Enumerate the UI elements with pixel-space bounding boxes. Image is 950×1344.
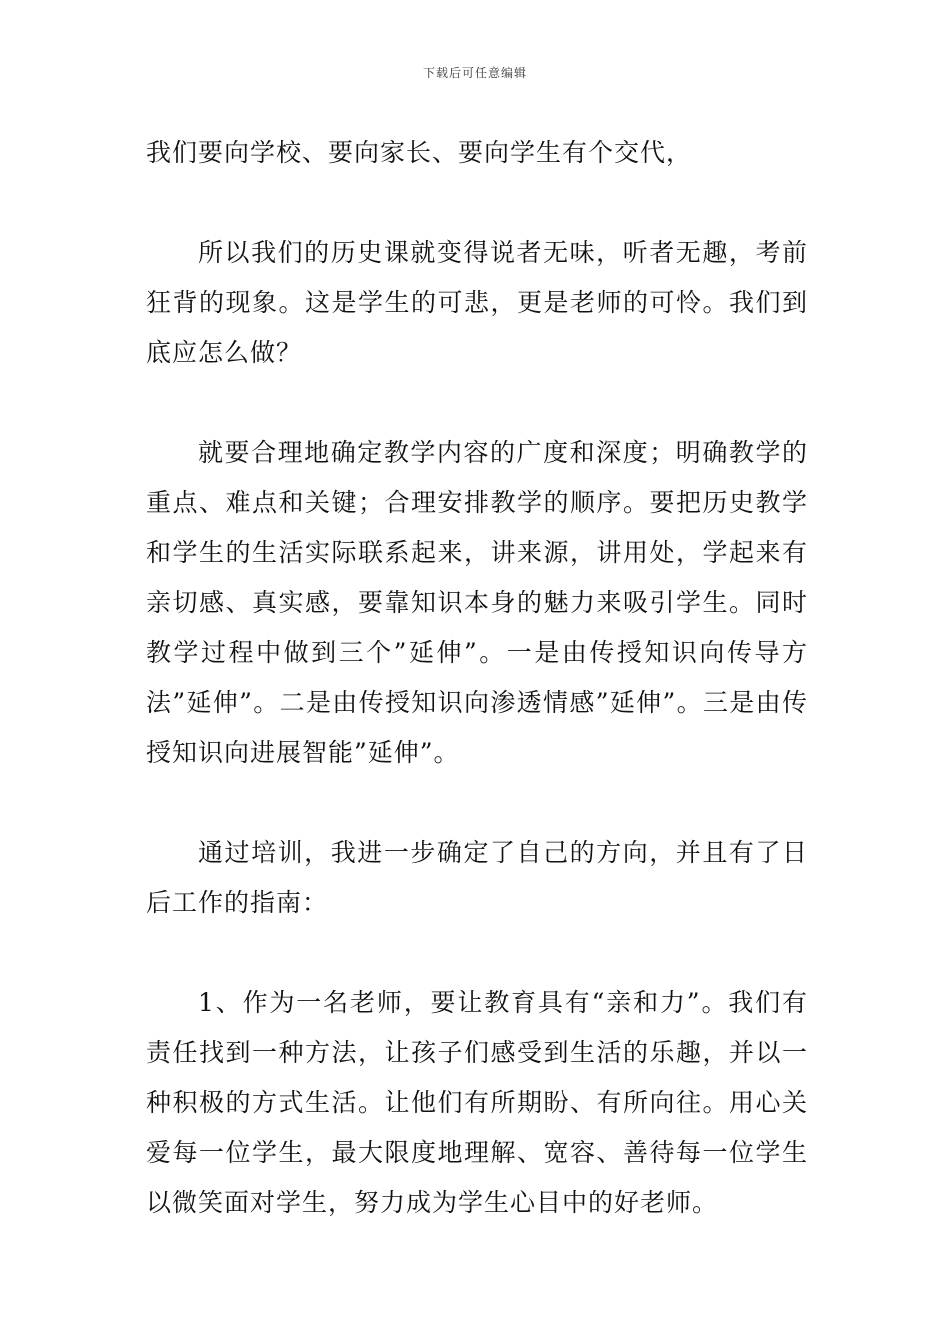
paragraph-gap (146, 378, 808, 428)
paragraph-2: 所以我们的历史课就变得说者无味，听者无趣，考前狂背的现象。这是学生的可悲，更是老师的可怜。我们到底应怎么做？ (146, 238, 808, 367)
paragraph-1: 我们要向学校、要向家长、要向学生有个交代， (146, 138, 693, 167)
paragraph-gap (146, 178, 808, 228)
paragraph-5: 1、作为一名老师，要让教育具有“亲和力”。我们有责任找到一种方法，让孩子们感受到生活的乐趣，并以一种积极的方式生活。让他们有所期盼、有所向往。用心关爱每一位学生，最大限度地理解、宽容、善待每一位学生以微笑面对学生，努力成为学生心目中的好老师。 (146, 988, 808, 1217)
document-body (146, 128, 808, 1228)
paragraph-gap (146, 778, 808, 828)
paragraph-gap (146, 928, 808, 978)
paragraph-3: 就要合理地确定教学内容的广度和深度；明确教学的重点、难点和关键；合理安排教学的顺序。要把历史教学和学生的生活实际联系起来，讲来源，讲用处，学起来有亲切感、真实感，要靠知识本身的魅力来吸引学生。同时教学过程中做到三个”延伸”。一是由传授知识向传导方法”延伸”。二是由传授知识向渗透情感”延伸”。三是由传授知识向进展智能”延伸”。 (146, 438, 808, 767)
page-header: 下载后可任意编辑 (422, 66, 527, 80)
paragraph-4: 通过培训，我进一步确定了自己的方向，并且有了日后工作的指南： (146, 838, 808, 917)
